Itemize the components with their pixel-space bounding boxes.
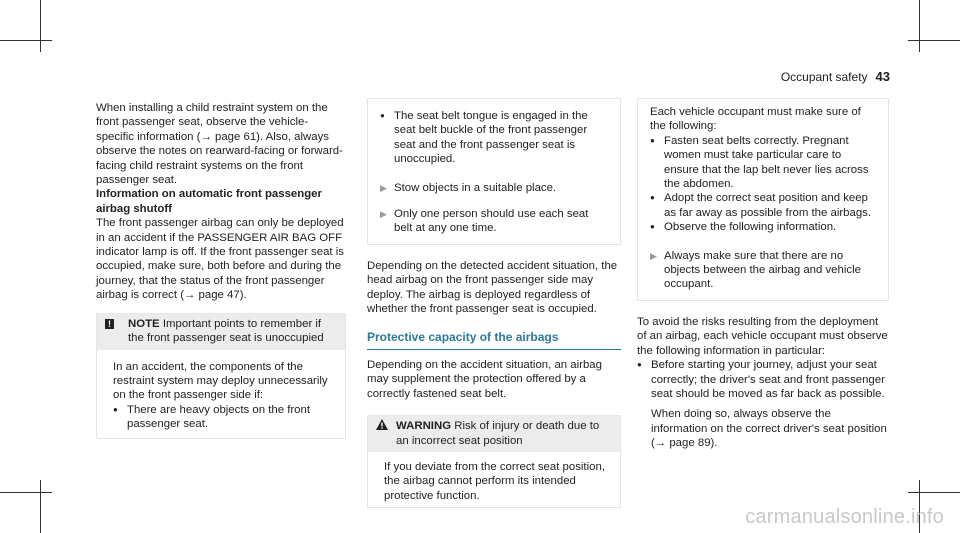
section-heading: Protective capacity of the airbags (367, 330, 621, 349)
note-header (97, 314, 345, 350)
watermark: carmanualsonline.info (745, 505, 944, 528)
bullet-icon: ● (637, 360, 642, 370)
bullet-followup: When doing so, always observe the information on the correct driver's seat position (→ page 89). (651, 408, 887, 450)
crop-mark (0, 492, 52, 493)
section-body: Depending on the accident situation, an airbag may supplement the protection offered by a correctly fastened seat belt. (367, 358, 602, 400)
bullet-icon: ● (650, 222, 655, 232)
note-title: Important points to remember if the front passenger seat is unoccupied (128, 317, 324, 345)
arrow-icon: ▶ (380, 182, 387, 193)
warning-text: If you deviate from the correct seat position, the airbag cannot perform its intended protective function. (384, 460, 605, 502)
body-paragraph: Depending on the detected accident situation, the head airbag on the front passenger side may deploy. The airbag is deployed regardless of whether the front passenger seat is occupied. (367, 259, 618, 316)
body-paragraph: To avoid the risks resulting from the deployment of an airbag, each vehicle occupant must observe the following information in particular: (637, 315, 888, 357)
bullet-icon: ● (380, 111, 385, 120)
page-header (781, 70, 890, 84)
warning-body (368, 452, 620, 507)
list-item: ● Before starting your journey, adjust your seat correctly; the driver's seat and front passenger seat should be moved as far back as possible. (637, 359, 885, 400)
note-box-continued (637, 98, 889, 301)
column-1 (96, 101, 346, 439)
warning-box (367, 415, 621, 508)
warning-header (368, 416, 620, 452)
list-item: ● Adopt the correct seat position and keep as far away as possible from the airbags. (650, 192, 872, 219)
action-step: ▶ Only one person should use each seat belt at any one time. (380, 208, 589, 235)
note-body (97, 350, 345, 438)
exclamation-icon: ! (105, 319, 114, 329)
bullet-icon: ● (650, 135, 655, 145)
list-item: ● There are heavy objects on the front passenger seat. (113, 403, 310, 431)
bullet-icon: ● (113, 404, 118, 414)
arrow-icon: ▶ (380, 209, 387, 220)
arrow-icon: ▶ (650, 250, 657, 261)
list-item: ● The seat belt tongue is engaged in the seat belt buckle of the front passenger seat and the front passenger seat is unoccupied. (380, 110, 588, 166)
note-box-continued (367, 98, 621, 245)
crop-mark (40, 0, 41, 52)
body-paragraph: The front passenger airbag can only be deployed in an accident if the PASSENGER AIR BAG OFF indicator lamp is off. If the front passenger seat is occupied, make sure, both before and during the journey, that the status of the front passenger airbag is correct (→ page 47). (96, 217, 344, 302)
column-2 (367, 98, 621, 508)
warning-triangle-icon (376, 419, 388, 448)
crop-mark (40, 480, 41, 533)
crop-mark (908, 40, 960, 41)
note-text: In an accident, the components of the restraint system may deploy unnecessarily on the front passenger side if: (113, 360, 328, 402)
column-3 (637, 98, 889, 451)
bullet-icon: ● (650, 193, 655, 203)
action-step: ▶ Always make sure that there are no objects between the airbag and vehicle occupant. (650, 249, 861, 291)
note-label: NOTE (128, 317, 160, 330)
crop-mark (919, 0, 920, 52)
section-title: Occupant safety (780, 70, 868, 84)
list-item: ● Observe the following information. (650, 221, 837, 234)
list-item: ● Fasten seat belts correctly. Pregnant women must take particular care to ensure that the lap belt never lies across the abdomen. (650, 134, 869, 191)
note-box (96, 313, 346, 439)
warning-label: WARNING (396, 420, 452, 433)
intro-paragraph: When installing a child restraint system on the front passenger seat, observe the vehicle-specific information (→ page 61). Also, always observe the notes on rearward-facing or forward-facing child restraint systems on the front passenger seat. (96, 102, 343, 187)
crop-mark (0, 40, 52, 41)
section-heading: Information on automatic front passenger airbag shutoff (96, 188, 322, 215)
page-number: 43 (875, 69, 890, 84)
crop-mark (908, 492, 960, 493)
action-step: ▶ Stow objects in a suitable place. (380, 181, 557, 194)
warning-title: Risk of injury or death due to an incorrect seat position (396, 420, 600, 447)
box-intro: Each vehicle occupant must make sure of the following: (650, 106, 861, 133)
